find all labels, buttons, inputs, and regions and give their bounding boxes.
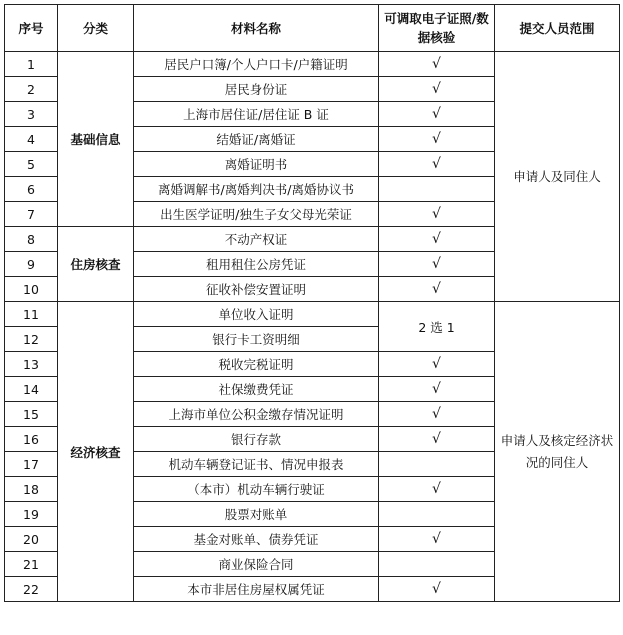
material-cell: 机动车辆登记证书、情况申报表 [134, 452, 379, 477]
category-economic: 经济核查 [58, 302, 134, 602]
check-cell: √ [379, 377, 495, 402]
check-cell: √ [379, 202, 495, 227]
material-cell: 基金对账单、债券凭证 [134, 527, 379, 552]
check-cell: √ [379, 477, 495, 502]
seq-cell: 8 [5, 227, 58, 252]
check-cell: √ [379, 402, 495, 427]
seq-cell: 4 [5, 127, 58, 152]
material-cell: 出生医学证明/独生子女父母光荣证 [134, 202, 379, 227]
seq-cell: 14 [5, 377, 58, 402]
seq-cell: 16 [5, 427, 58, 452]
seq-cell: 11 [5, 302, 58, 327]
check-cell [379, 177, 495, 202]
seq-cell: 21 [5, 552, 58, 577]
material-cell: 单位收入证明 [134, 302, 379, 327]
scope-basic-housing: 申请人及同住人 [495, 52, 620, 302]
seq-cell: 20 [5, 527, 58, 552]
material-cell: 社保缴费凭证 [134, 377, 379, 402]
seq-cell: 19 [5, 502, 58, 527]
seq-cell: 15 [5, 402, 58, 427]
material-cell: 不动产权证 [134, 227, 379, 252]
seq-cell: 3 [5, 102, 58, 127]
check-cell: √ [379, 102, 495, 127]
materials-table [4, 4, 620, 602]
seq-cell: 9 [5, 252, 58, 277]
seq-cell: 5 [5, 152, 58, 177]
material-cell: （本市）机动车辆行驶证 [134, 477, 379, 502]
seq-cell: 22 [5, 577, 58, 602]
check-cell: √ [379, 152, 495, 177]
header-material: 材料名称 [134, 5, 379, 52]
seq-cell: 10 [5, 277, 58, 302]
header-scope: 提交人员范围 [495, 5, 620, 52]
seq-cell: 7 [5, 202, 58, 227]
seq-cell: 18 [5, 477, 58, 502]
scope-economic: 申请人及核定经济状况的同住人 [495, 302, 620, 602]
material-cell: 银行卡工资明细 [134, 327, 379, 352]
check-cell: √ [379, 52, 495, 77]
seq-cell: 6 [5, 177, 58, 202]
check-cell [379, 452, 495, 477]
material-cell: 税收完税证明 [134, 352, 379, 377]
table-row [5, 52, 620, 77]
material-cell: 上海市居住证/居住证 B 证 [134, 102, 379, 127]
material-cell: 离婚证明书 [134, 152, 379, 177]
check-cell [379, 502, 495, 527]
check-cell: √ [379, 227, 495, 252]
header-row [5, 5, 620, 52]
seq-cell: 2 [5, 77, 58, 102]
material-cell: 商业保险合同 [134, 552, 379, 577]
check-cell [379, 552, 495, 577]
seq-cell: 13 [5, 352, 58, 377]
header-seq: 序号 [5, 5, 58, 52]
material-cell: 上海市单位公积金缴存情况证明 [134, 402, 379, 427]
category-basic: 基础信息 [58, 52, 134, 227]
choose-note-cell: 2 选 1 [379, 302, 495, 352]
check-cell: √ [379, 427, 495, 452]
material-cell: 结婚证/离婚证 [134, 127, 379, 152]
check-cell: √ [379, 527, 495, 552]
check-cell: √ [379, 352, 495, 377]
seq-cell: 1 [5, 52, 58, 77]
table-row [5, 302, 620, 327]
material-cell: 租用租住公房凭证 [134, 252, 379, 277]
check-cell: √ [379, 127, 495, 152]
category-housing: 住房核查 [58, 227, 134, 302]
check-cell: √ [379, 252, 495, 277]
material-cell: 银行存款 [134, 427, 379, 452]
material-cell: 本市非居住房屋权属凭证 [134, 577, 379, 602]
header-electronic: 可调取电子证照/数据核验 [379, 5, 495, 52]
material-cell: 征收补偿安置证明 [134, 277, 379, 302]
check-cell: √ [379, 77, 495, 102]
seq-cell: 17 [5, 452, 58, 477]
seq-cell: 12 [5, 327, 58, 352]
material-cell: 离婚调解书/离婚判决书/离婚协议书 [134, 177, 379, 202]
check-cell: √ [379, 277, 495, 302]
header-category: 分类 [58, 5, 134, 52]
material-cell: 居民身份证 [134, 77, 379, 102]
material-cell: 股票对账单 [134, 502, 379, 527]
material-cell: 居民户口簿/个人户口卡/户籍证明 [134, 52, 379, 77]
check-cell: √ [379, 577, 495, 602]
